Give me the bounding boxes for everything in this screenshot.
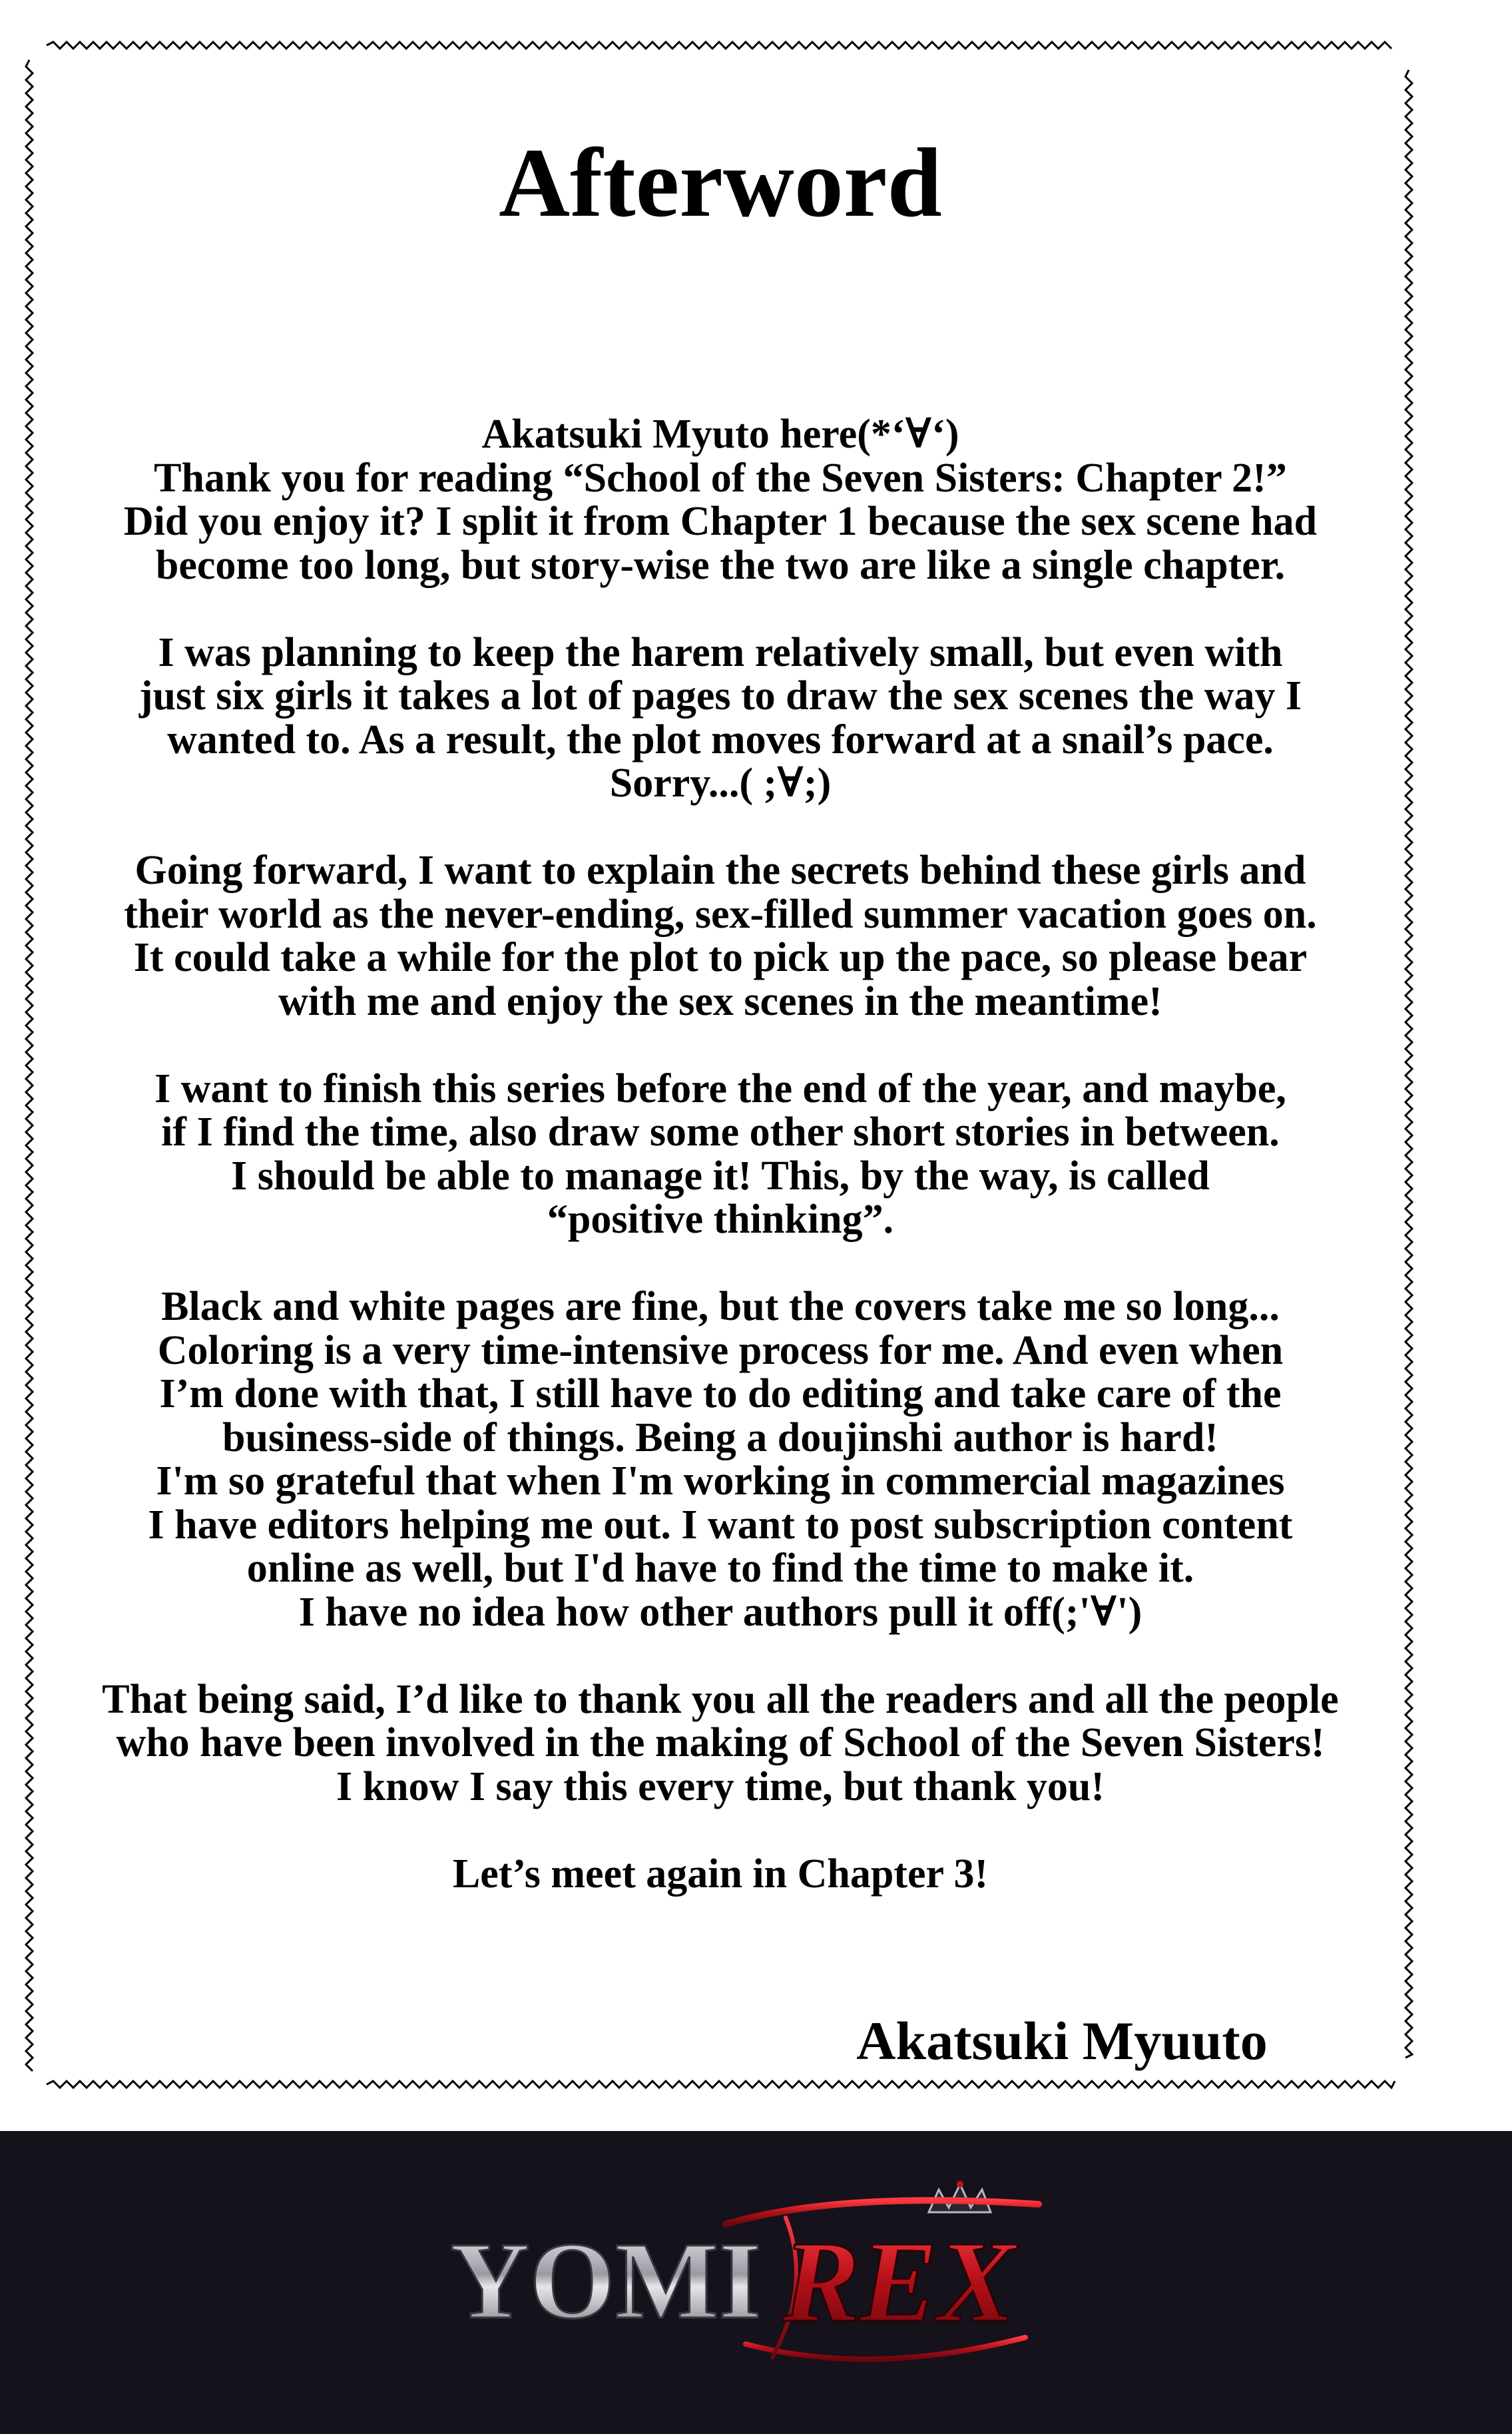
- text-line: Coloring is a very time-intensive process for me. And even when: [157, 1327, 1284, 1373]
- text-line: their world as the never-ending, sex-filled summer vacation goes on.: [124, 891, 1317, 937]
- text-line: business-side of things. Being a doujinshi author is hard!: [222, 1414, 1218, 1460]
- logo-text-rex: REX: [782, 2217, 1016, 2346]
- footer-banner: [0, 2131, 1512, 2434]
- frame-top-edge: [47, 42, 1391, 49]
- text-line: if I find the time, also draw some other short stories in between.: [161, 1109, 1280, 1155]
- afterword-body: [40, 413, 1401, 1940]
- text-line: I was planning to keep the harem relatively small, but even with: [158, 629, 1283, 675]
- text-line: I know I say this every time, but thank you!: [336, 1763, 1105, 1809]
- text-line: I want to finish this series before the end of the year, and maybe,: [154, 1065, 1286, 1111]
- text-line: Black and white pages are fine, but the covers take me so long...: [161, 1284, 1280, 1329]
- text-line: I have no idea how other authors pull it off(;'∀'): [298, 1589, 1142, 1635]
- paragraph: [40, 631, 1401, 806]
- text-line: online as well, but I'd have to find the time to make it.: [246, 1546, 1194, 1591]
- text-line: I'm so grateful that when I'm working in commercial magazines: [156, 1458, 1285, 1504]
- paragraph: [40, 1678, 1401, 1809]
- text-line: with me and enjoy the sex scenes in the meantime!: [278, 978, 1162, 1024]
- frame-left-edge: [26, 60, 33, 2071]
- paragraph: [40, 1067, 1401, 1242]
- text-line: Sorry...( ;∀;): [609, 761, 832, 806]
- paragraph: [40, 413, 1401, 587]
- text-line: That being said, I’d like to thank you all the readers and all the people: [102, 1676, 1339, 1722]
- text-line: It could take a while for the plot to pick up the pace, so please bear: [133, 935, 1308, 980]
- paragraph: [40, 1285, 1401, 1634]
- text-line: who have been involved in the making of School of the Seven Sisters!: [116, 1720, 1325, 1765]
- text-line: Akatsuki Myuto here(*‘∀‘): [481, 412, 959, 457]
- text-line: “positive thinking”.: [547, 1197, 894, 1242]
- logo-text-yomi: YOMI: [450, 2220, 762, 2341]
- text-line: Thank you for reading “School of the Seven Sisters: Chapter 2!”: [154, 455, 1287, 501]
- text-line: I’m done with that, I still have to do editing and take care of the: [159, 1371, 1282, 1416]
- text-line: I have editors helping me out. I want to post subscription content: [148, 1502, 1293, 1548]
- text-line: wanted to. As a result, the plot moves forward at a snail’s pace.: [167, 717, 1274, 762]
- text-line: Let’s meet again in Chapter 3!: [452, 1851, 989, 1897]
- frame-bottom-edge: [47, 2081, 1395, 2088]
- paragraph: [40, 849, 1401, 1024]
- author-signature: Akatsuki Myuuto: [856, 2010, 1268, 2071]
- text-line: Did you enjoy it? I split it from Chapter 1 because the sex scene had: [123, 499, 1318, 544]
- paragraph: [40, 1853, 1401, 1897]
- text-line: just six girls it takes a lot of pages to draw the sex scenes the way I: [138, 673, 1302, 719]
- text-line: become too long, but story-wise the two are like a single chapter.: [155, 542, 1286, 588]
- site-logo: [439, 2178, 1065, 2384]
- text-line: I should be able to manage it! This, by the way, is called: [231, 1153, 1210, 1199]
- page-title: Afterword: [499, 129, 942, 238]
- crown-icon: [929, 2181, 991, 2212]
- text-line: Going forward, I want to explain the secrets behind these girls and: [134, 848, 1306, 893]
- frame-right-edge: [1405, 70, 1412, 2058]
